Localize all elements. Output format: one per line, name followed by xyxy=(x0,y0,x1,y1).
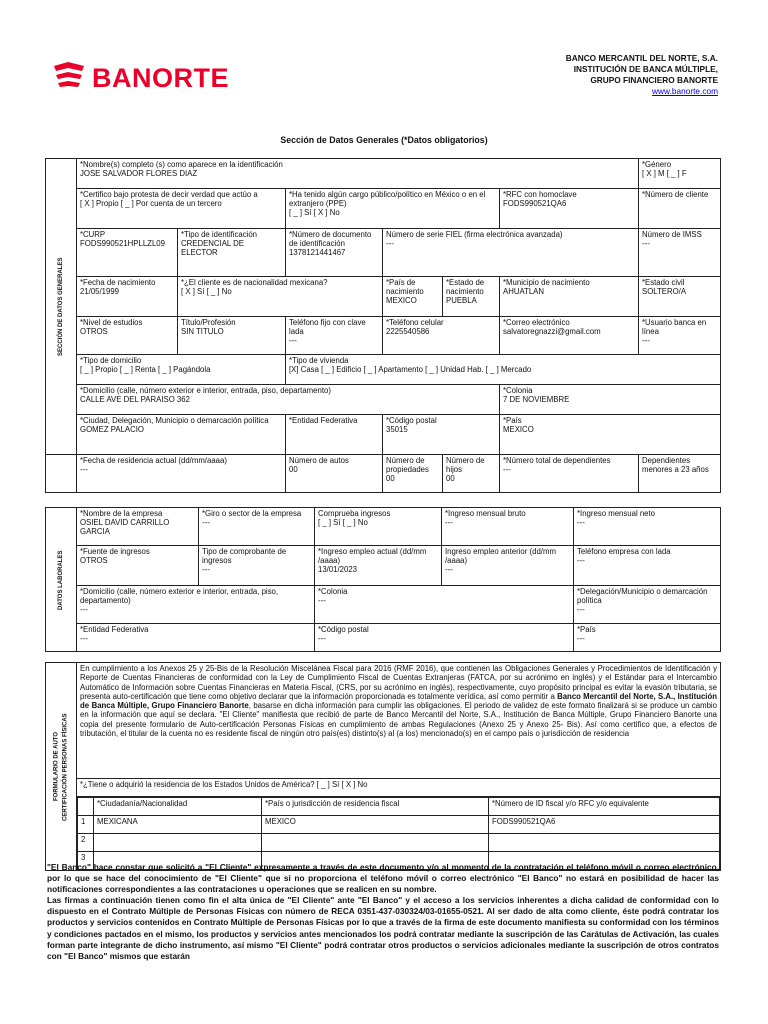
footer-legal-text xyxy=(47,862,719,962)
fiscal-residence-grid xyxy=(77,797,721,871)
mexican-nationality-field[interactable]: *¿El cliente es de nacionalidad mexicana? [ X ] Sí [ _ ] No xyxy=(178,277,383,317)
net-income-field[interactable]: *Ingreso mensual neto --- xyxy=(574,508,721,546)
state-field[interactable]: *Entidad Federativa xyxy=(286,415,383,455)
previous-job-start-field[interactable]: Ingreso empleo anterior (dd/mm /aaaa) --- xyxy=(442,546,574,586)
bank-group-line: GRUPO FINANCIERO BANORTE xyxy=(590,75,718,85)
contact-notice-paragraph: "El Banco" hace constar que solicitó a "El Cliente" expresamente a través de este documento y/o al momento de la contratación el teléfono móvil o correo electrónico, por lo que se hace del conocimiento de "El Cliente" que si no proporciona el teléfono móvil o correo electrónico "El Banco" no estará en posibilidad de hacer las notificaciones correspondientes a las contrataciones u operaciones que se realicen en su nombre. xyxy=(47,862,719,895)
company-sector-field[interactable]: *Giro o sector de la empresa --- xyxy=(199,508,315,546)
postal-code-field[interactable]: *Código postal 35015 xyxy=(383,415,500,455)
banorte-logo xyxy=(52,62,252,94)
tax-id-cell[interactable] xyxy=(489,834,720,852)
bank-website-link[interactable]: www.banorte.com xyxy=(652,86,718,96)
online-banking-user-field[interactable]: *Usuario banca en línea --- xyxy=(639,317,721,355)
curp-field[interactable]: *CURP FODS990521HPLLZL09 xyxy=(77,229,178,277)
id-number-field[interactable]: *Número de documento de identificación 1378121441467 xyxy=(286,229,383,277)
children-count-field[interactable]: Número de hijos 00 xyxy=(443,455,500,493)
acting-on-behalf-field[interactable]: *Certifico bajo protesta de decir verdad que actúo a [ X ] Propio [ _ ] Por cuenta de un tercero xyxy=(77,189,286,229)
gross-income-field[interactable]: *Ingreso mensual bruto --- xyxy=(442,508,574,546)
table-row xyxy=(78,834,720,852)
fiscal-certification-table xyxy=(45,662,721,871)
company-phone-field[interactable]: Teléfono empresa con lada --- xyxy=(574,546,721,586)
tax-id-cell[interactable]: FODS990521QA6 xyxy=(489,816,720,834)
ppe-field[interactable]: *Ha tenido algún cargo público/político en México o en el extranjero (PPE) [ _ ] Sí [ X ] No xyxy=(286,189,500,229)
city-field[interactable]: *Ciudad, Delegación, Municipio o demarcación política GOMEZ PALACIO xyxy=(77,415,286,455)
marital-status-field[interactable]: *Estado civil SOLTERO/A xyxy=(639,277,721,317)
housing-type-field[interactable]: *Tipo de vivienda [X] Casa [ _ ] Edificio [ _ ] Apartamento [ _ ] Unidad Hab. [ _ ] Mercado xyxy=(286,355,721,385)
minor-dependents-field[interactable]: Dependientes menores a 23 años xyxy=(639,455,721,493)
fiscal-country-cell[interactable]: MEXICO xyxy=(262,816,489,834)
residence-date-field[interactable]: *Fecha de residencia actual (dd/mm/aaaa) --- xyxy=(77,455,286,493)
income-source-field[interactable]: *Fuente de ingresos OTROS xyxy=(77,546,199,586)
company-address-field[interactable]: *Domicilio (calle, número exterior e interior, entrada, piso, departamento) --- xyxy=(77,586,315,624)
imss-field[interactable]: Número de IMSS --- xyxy=(639,229,721,277)
fiscal-country-cell[interactable] xyxy=(262,834,489,852)
country-field[interactable]: *País MEXICO xyxy=(500,415,721,455)
cars-count-field[interactable]: Número de autos 00 xyxy=(286,455,383,493)
labor-data-table xyxy=(45,507,721,652)
bank-type-line: INSTITUCIÓN DE BANCA MÚLTIPLE, xyxy=(573,64,718,74)
general-side-label: SECCIÓN DE DATOS GENERALES xyxy=(46,159,77,455)
company-name-field[interactable]: *Nombre de la empresa OSIEL DAVID CARRILLO GARCIA xyxy=(77,508,199,546)
birth-state-field[interactable]: *Estado de nacimiento PUEBLA xyxy=(443,277,500,317)
labor-side-label: DATOS LABORALES xyxy=(46,508,77,652)
dependents-field[interactable]: *Número total de dependientes --- xyxy=(500,455,639,493)
email-field[interactable]: *Correo electrónico salvatoregnazzi@gmail.com xyxy=(500,317,639,355)
company-municipality-field[interactable]: *Delegación/Municipio o demarcación política --- xyxy=(574,586,721,624)
company-country-field[interactable]: *País --- xyxy=(574,624,721,652)
banorte-logo-icon xyxy=(52,62,86,88)
landline-field[interactable]: Teléfono fijo con clave lada --- xyxy=(286,317,383,355)
usa-residence-question[interactable]: *¿Tiene o adquirió la residencia de los Estados Unidos de América? [ _ ] Sí [ X ] No xyxy=(77,779,721,797)
full-name-field[interactable]: *Nombre(s) completo (s) como aparece en la identificación JOSE SALVADOR FLORES DIAZ xyxy=(77,159,639,189)
bank-name-line: BANCO MERCANTIL DEL NORTE, S.A. xyxy=(565,53,718,63)
section-title: Sección de Datos Generales (*Datos obligatorios) xyxy=(280,135,488,145)
current-job-start-field[interactable]: *Ingreso empleo actual (dd/mm /aaaa) 13/01/2023 xyxy=(315,546,442,586)
gender-field[interactable]: *Género [ X ] M [ _ ] F xyxy=(639,159,721,189)
nationality-cell[interactable] xyxy=(94,834,262,852)
profession-field[interactable]: Título/Profesión SIN TITULO xyxy=(178,317,286,355)
birth-municipality-field[interactable]: *Municipio de nacimiento AHUATLAN xyxy=(500,277,639,317)
column-header-nationality: *Ciudadanía/Nacionalidad xyxy=(94,798,262,816)
neighborhood-field[interactable]: *Colonia 7 DE NOVIEMBRE xyxy=(500,385,721,415)
company-postal-code-field[interactable]: *Código postal --- xyxy=(315,624,574,652)
birth-date-field[interactable]: *Fecha de nacimiento 21/05/1999 xyxy=(77,277,178,317)
id-type-field[interactable]: *Tipo de identificación CREDENCIAL DE ELECTOR xyxy=(178,229,286,277)
income-proof-field[interactable]: Comprueba ingresos [ _ ] Sí [ _ ] No xyxy=(315,508,442,546)
company-state-field[interactable]: *Entidad Federativa --- xyxy=(77,624,315,652)
nationality-cell[interactable]: MEXICANA xyxy=(94,816,262,834)
table-header-row xyxy=(78,798,720,816)
general-data-table xyxy=(45,158,721,493)
table-row xyxy=(78,816,720,834)
fiscal-disclaimer: En cumplimiento a los Anexos 25 y 25-Bis de la Resolución Miscelánea Fiscal para 2016 (RMF 2016), que contienen las Obligaciones Generales y Procedimientos de Identificación y Reporte de Cuentas Financieras de conformidad con la Ley de Cumplimiento Fiscal de Cuentas Extranjeras (FATCA, por su acrónimo en inglés) y el Estándar para el Intercambio Automático de Información sobre Cuentas Financieras en Materia Fiscal, (CRS, por su acrónimo en inglés), respectivamente, cuyo propósito principal es evitar la evasión tributaria, se presenta auto-certificación que tiene como objetivo declarar que la información proporcionada es totalmente verídica, así como permitir a Banco Mercantil del Norte, S.A., Institución de Banca Múltiple, Grupo Financiero Banorte, basarse en dicha información para cumplir las obligaciones. El periodo de validez de este formato finalizará si se produce un cambio en la información que aquí se declara. "El Cliente" manifiesta que recibió de parte de Banco Mercantil del Norte, S.A., Institución de Banca Múltiple, Grupo Financiero Banorte una copia del presente formulario de Auto-certificación Personas Físicas en cumplimiento de ambas Regulaciones (Anexo 25 y Anexo 25- Bis). Así como certifico que, a efectos de tributación, el titular de la cuenta no es residente fiscal de ningún otro país(es) distinto(s) al (a los) mencionado(s) en el campo país o jurisdicción de residencia xyxy=(77,663,721,779)
signature-notice-paragraph: Las firmas a continuación tienen como fin el alta única de "El Cliente" ante "El Banco" y el acceso a los servicios inherentes a dicha calidad de conformidad con lo dispuesto en el Contrato Múltiple de Personas Físicas con número de RECA 0351-437-030324/03-01655-0521. Al ser dado de alta como cliente, éste podrá contratar los productos y servicios contenidos en Contrato Múltiple de Personas Físicas por lo que a través de la firma de este documento manifiesta su conformidad con los términos y condiciones pactados en el mismo, los productos y servicios antes mencionados los podrá contratar mediante la suscripción de las Carátulas de Activación, las cuales forman parte integrante de dicho instrumento, así mismo "El Cliente" podrá contratar otros productos o servicios adicionales mediante la suscripción de otros contratos con "El Banco" mismos que estarán xyxy=(47,895,719,961)
rfc-field[interactable]: *RFC con homoclave FODS990521QA6 xyxy=(500,189,639,229)
brand-name: BANORTE xyxy=(92,63,229,93)
row-number: 2 xyxy=(78,834,94,852)
mobile-phone-field[interactable]: *Teléfono celular 2225540586 xyxy=(383,317,500,355)
education-level-field[interactable]: *Nivel de estudios OTROS xyxy=(77,317,178,355)
fiscal-side-label: FORMULARIO DE AUTO CERTIFICACIÓN PERSONAS FÍSICAS xyxy=(46,663,77,871)
company-neighborhood-field[interactable]: *Colonia --- xyxy=(315,586,574,624)
column-header-fiscal-country: *País o jurisdicción de residencia fiscal xyxy=(262,798,489,816)
row-number: 3 xyxy=(78,852,94,870)
birth-country-field[interactable]: *País de nacimiento MEXICO xyxy=(383,277,443,317)
row-number: 1 xyxy=(78,816,94,834)
address-field[interactable]: *Domicilio (calle, número exterior e interior, entrada, piso, departamento) CALLE AVE DEL PARAISO 362 xyxy=(77,385,500,415)
column-header-tax-id: *Número de ID fiscal y/o RFC y/o equivalente xyxy=(489,798,720,816)
client-number-field[interactable]: *Número de cliente xyxy=(639,189,721,229)
properties-count-field[interactable]: Número de propiedades 00 xyxy=(383,455,443,493)
fiel-field[interactable]: Número de serie FIEL (firma electrónica avanzada) --- xyxy=(383,229,639,277)
bank-info xyxy=(566,53,718,97)
income-proof-type-field[interactable]: Tipo de comprobante de ingresos --- xyxy=(199,546,315,586)
address-type-field[interactable]: *Tipo de domicilio [ _ ] Propio [ _ ] Renta [ _ ] Pagándola xyxy=(77,355,286,385)
